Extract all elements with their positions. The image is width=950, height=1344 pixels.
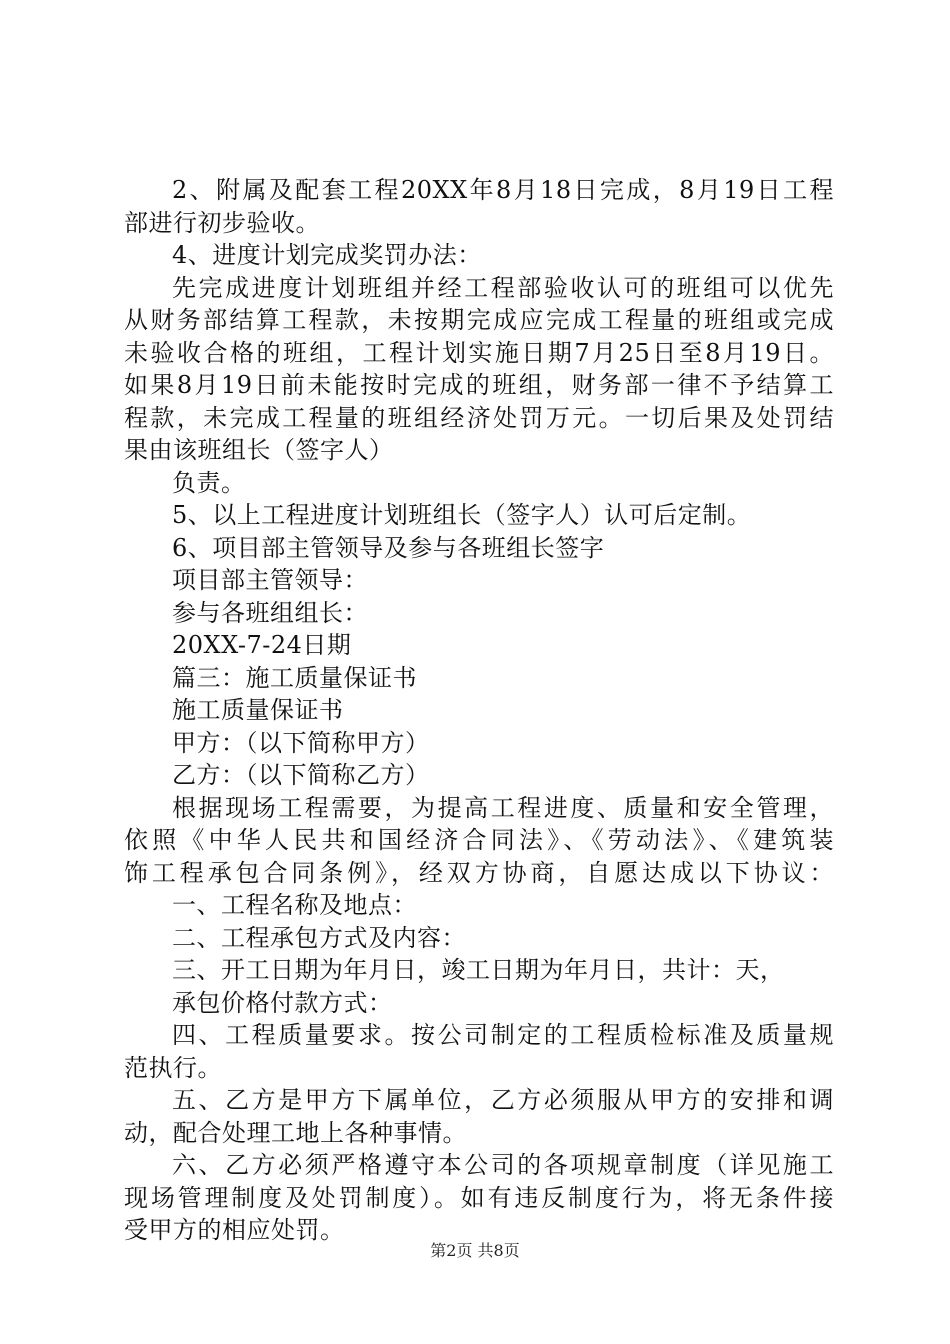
document-line: 20XX-7-24日期 xyxy=(172,631,352,659)
document-line: 6、项目部主管领导及参与各班组长签字 xyxy=(172,533,605,562)
document-line: 饰工程承包合同条例》，经双方协商，自愿达成以下协议： xyxy=(124,858,834,887)
document-line: 施工质量保证书 xyxy=(172,696,344,724)
document-line: 根据现场工程需要，为提高工程进度、质量和安全管理， xyxy=(172,793,834,822)
document-line: 动，配合处理工地上各种事情。 xyxy=(124,1118,467,1147)
document-line: 六、乙方必须严格遵守本公司的各项规章制度（详见施工 xyxy=(172,1151,834,1179)
document-line: 四、工程质量要求。按公司制定的工程质检标准及质量规 xyxy=(172,1021,834,1049)
document-line: 一、工程名称及地点： xyxy=(172,891,417,919)
document-line: 依照《中华人民共和国经济合同法》、《劳动法》、《建筑装 xyxy=(124,826,834,854)
document-line: 参与各班组组长： xyxy=(172,598,368,627)
document-line: 范执行。 xyxy=(124,1053,222,1082)
document-line: 负责。 xyxy=(172,468,246,497)
document-line: 果由该班组长（签字人） xyxy=(124,436,394,464)
document-line: 甲方：（以下简称甲方） xyxy=(172,728,430,757)
document-line: 承包价格付款方式： xyxy=(172,988,393,1017)
document-line: 部进行初步验收。 xyxy=(124,208,320,237)
document-line: 项目部主管领导： xyxy=(172,566,368,594)
document-line: 现场管理制度及处罚制度）。如有违反制度行为，将无条件接 xyxy=(124,1183,834,1212)
document-line: 4、进度计划完成奖罚办法： xyxy=(172,241,482,269)
document-line: 2、附属及配套工程20XX年8月18日完成，8月19日工程 xyxy=(172,176,834,204)
document-line: 未验收合格的班组，工程计划实施日期7月25日至8月19日。 xyxy=(124,338,834,367)
document-line: 三、开工日期为年月日，竣工日期为年月日，共计：天， xyxy=(172,956,785,984)
document-line: 五、乙方是甲方下属单位，乙方必须服从甲方的安排和调 xyxy=(172,1086,834,1114)
document-line: 篇三：施工质量保证书 xyxy=(172,663,417,692)
page-footer: 第2页 共8页 xyxy=(430,1241,520,1260)
document-line: 5、以上工程进度计划班组长（签字人）认可后定制。 xyxy=(172,501,752,529)
document-line: 先完成进度计划班组并经工程部验收认可的班组可以优先 xyxy=(172,273,834,302)
document-line: 如果8月19日前未能按时完成的班组，财务部一律不予结算工 xyxy=(124,371,834,399)
document-line: 从财务部结算工程款，未按期完成应完成工程量的班组或完成 xyxy=(124,306,834,334)
document-line: 程款，未完成工程量的班组经济处罚万元。一切后果及处罚结 xyxy=(124,403,834,432)
document-line: 乙方：（以下简称乙方） xyxy=(172,761,430,789)
document-body xyxy=(124,174,834,1247)
document-line: 二、工程承包方式及内容： xyxy=(172,923,466,952)
document-line: 受甲方的相应处罚。 xyxy=(124,1216,345,1244)
